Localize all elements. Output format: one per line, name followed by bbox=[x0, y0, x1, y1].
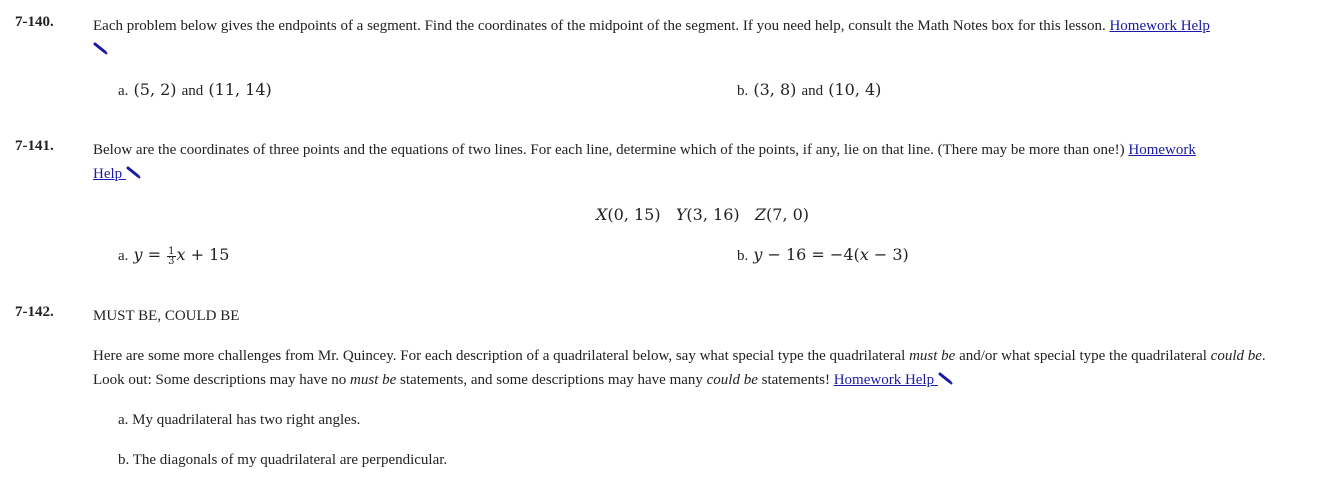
homework-help-label: Homework bbox=[1128, 142, 1196, 158]
problem-number: 7-141. bbox=[15, 138, 54, 154]
var-y: y bbox=[133, 245, 143, 264]
part-label: a. bbox=[118, 83, 129, 99]
pencil-icon bbox=[126, 165, 142, 181]
homework-help-label: Homework Help bbox=[833, 372, 935, 388]
point-x: X(0, 15) bbox=[596, 205, 661, 224]
homework-help-link[interactable] bbox=[834, 372, 954, 388]
problem-text bbox=[93, 138, 1298, 186]
part-label: a. bbox=[118, 248, 129, 264]
problem-number: 7-142. bbox=[15, 304, 54, 320]
point-z: Z(7, 0) bbox=[754, 205, 810, 224]
pencil-icon bbox=[938, 371, 954, 387]
point-1: (3, 8) bbox=[753, 80, 797, 99]
problem-statement: Below are the coordinates of three points and the equations of two lines. For each line, determine which of the points, if any, lie on that line. (There may be more than one!) bbox=[93, 142, 1125, 158]
problem-title: MUST BE, COULD BE bbox=[93, 308, 240, 324]
homework-help-label: Homework Help bbox=[1109, 18, 1210, 34]
var-x: x bbox=[859, 245, 869, 264]
part-label: b. bbox=[737, 248, 749, 264]
pencil-icon[interactable] bbox=[93, 42, 109, 58]
problem-number: 7-140. bbox=[15, 14, 54, 30]
part-b bbox=[737, 78, 881, 103]
point-1: (5, 2) bbox=[133, 80, 177, 99]
and-word: and bbox=[801, 83, 824, 99]
fraction: $\frac{1}{3}$ bbox=[168, 246, 175, 267]
part-label: b. bbox=[737, 83, 749, 99]
and-word: and bbox=[181, 83, 204, 99]
part-b: b. The diagonals of my quadrilateral are perpendicular. bbox=[118, 452, 448, 468]
point-y: Y(3, 16) bbox=[675, 205, 740, 224]
problem-statement: Each problem below gives the endpoints of a segment. Find the coordinates of the midpoint of the segment. If you need help, consult the Math Notes box for this lesson. bbox=[93, 18, 1106, 34]
part-a: a. My quadrilateral has two right angles. bbox=[118, 412, 361, 428]
problem-text bbox=[93, 14, 1298, 62]
point-2: (10, 4) bbox=[828, 80, 882, 99]
problem-text: Here are some more challenges from Mr. Quincey. For each description of a quadrilateral below, say what special type the quadrilateral must be and/or what special type the quadrilateral could be. Look out: Some descriptions may have no must be statements, and some descriptions may have many could be statements! Homework Help bbox=[93, 348, 1266, 388]
var-x: x bbox=[176, 245, 186, 264]
points-list bbox=[596, 203, 809, 227]
part-a bbox=[118, 78, 272, 103]
point-2: (11, 14) bbox=[208, 80, 272, 99]
homework-help-link[interactable] bbox=[1109, 18, 1209, 34]
var-y: y bbox=[753, 245, 763, 264]
part-a: a. y = $\frac{1}{3}$ x + 15 bbox=[118, 245, 230, 267]
homework-help-label: Help bbox=[93, 166, 123, 182]
part-b: b. y − 16 = −4(x − 3) bbox=[737, 245, 909, 264]
